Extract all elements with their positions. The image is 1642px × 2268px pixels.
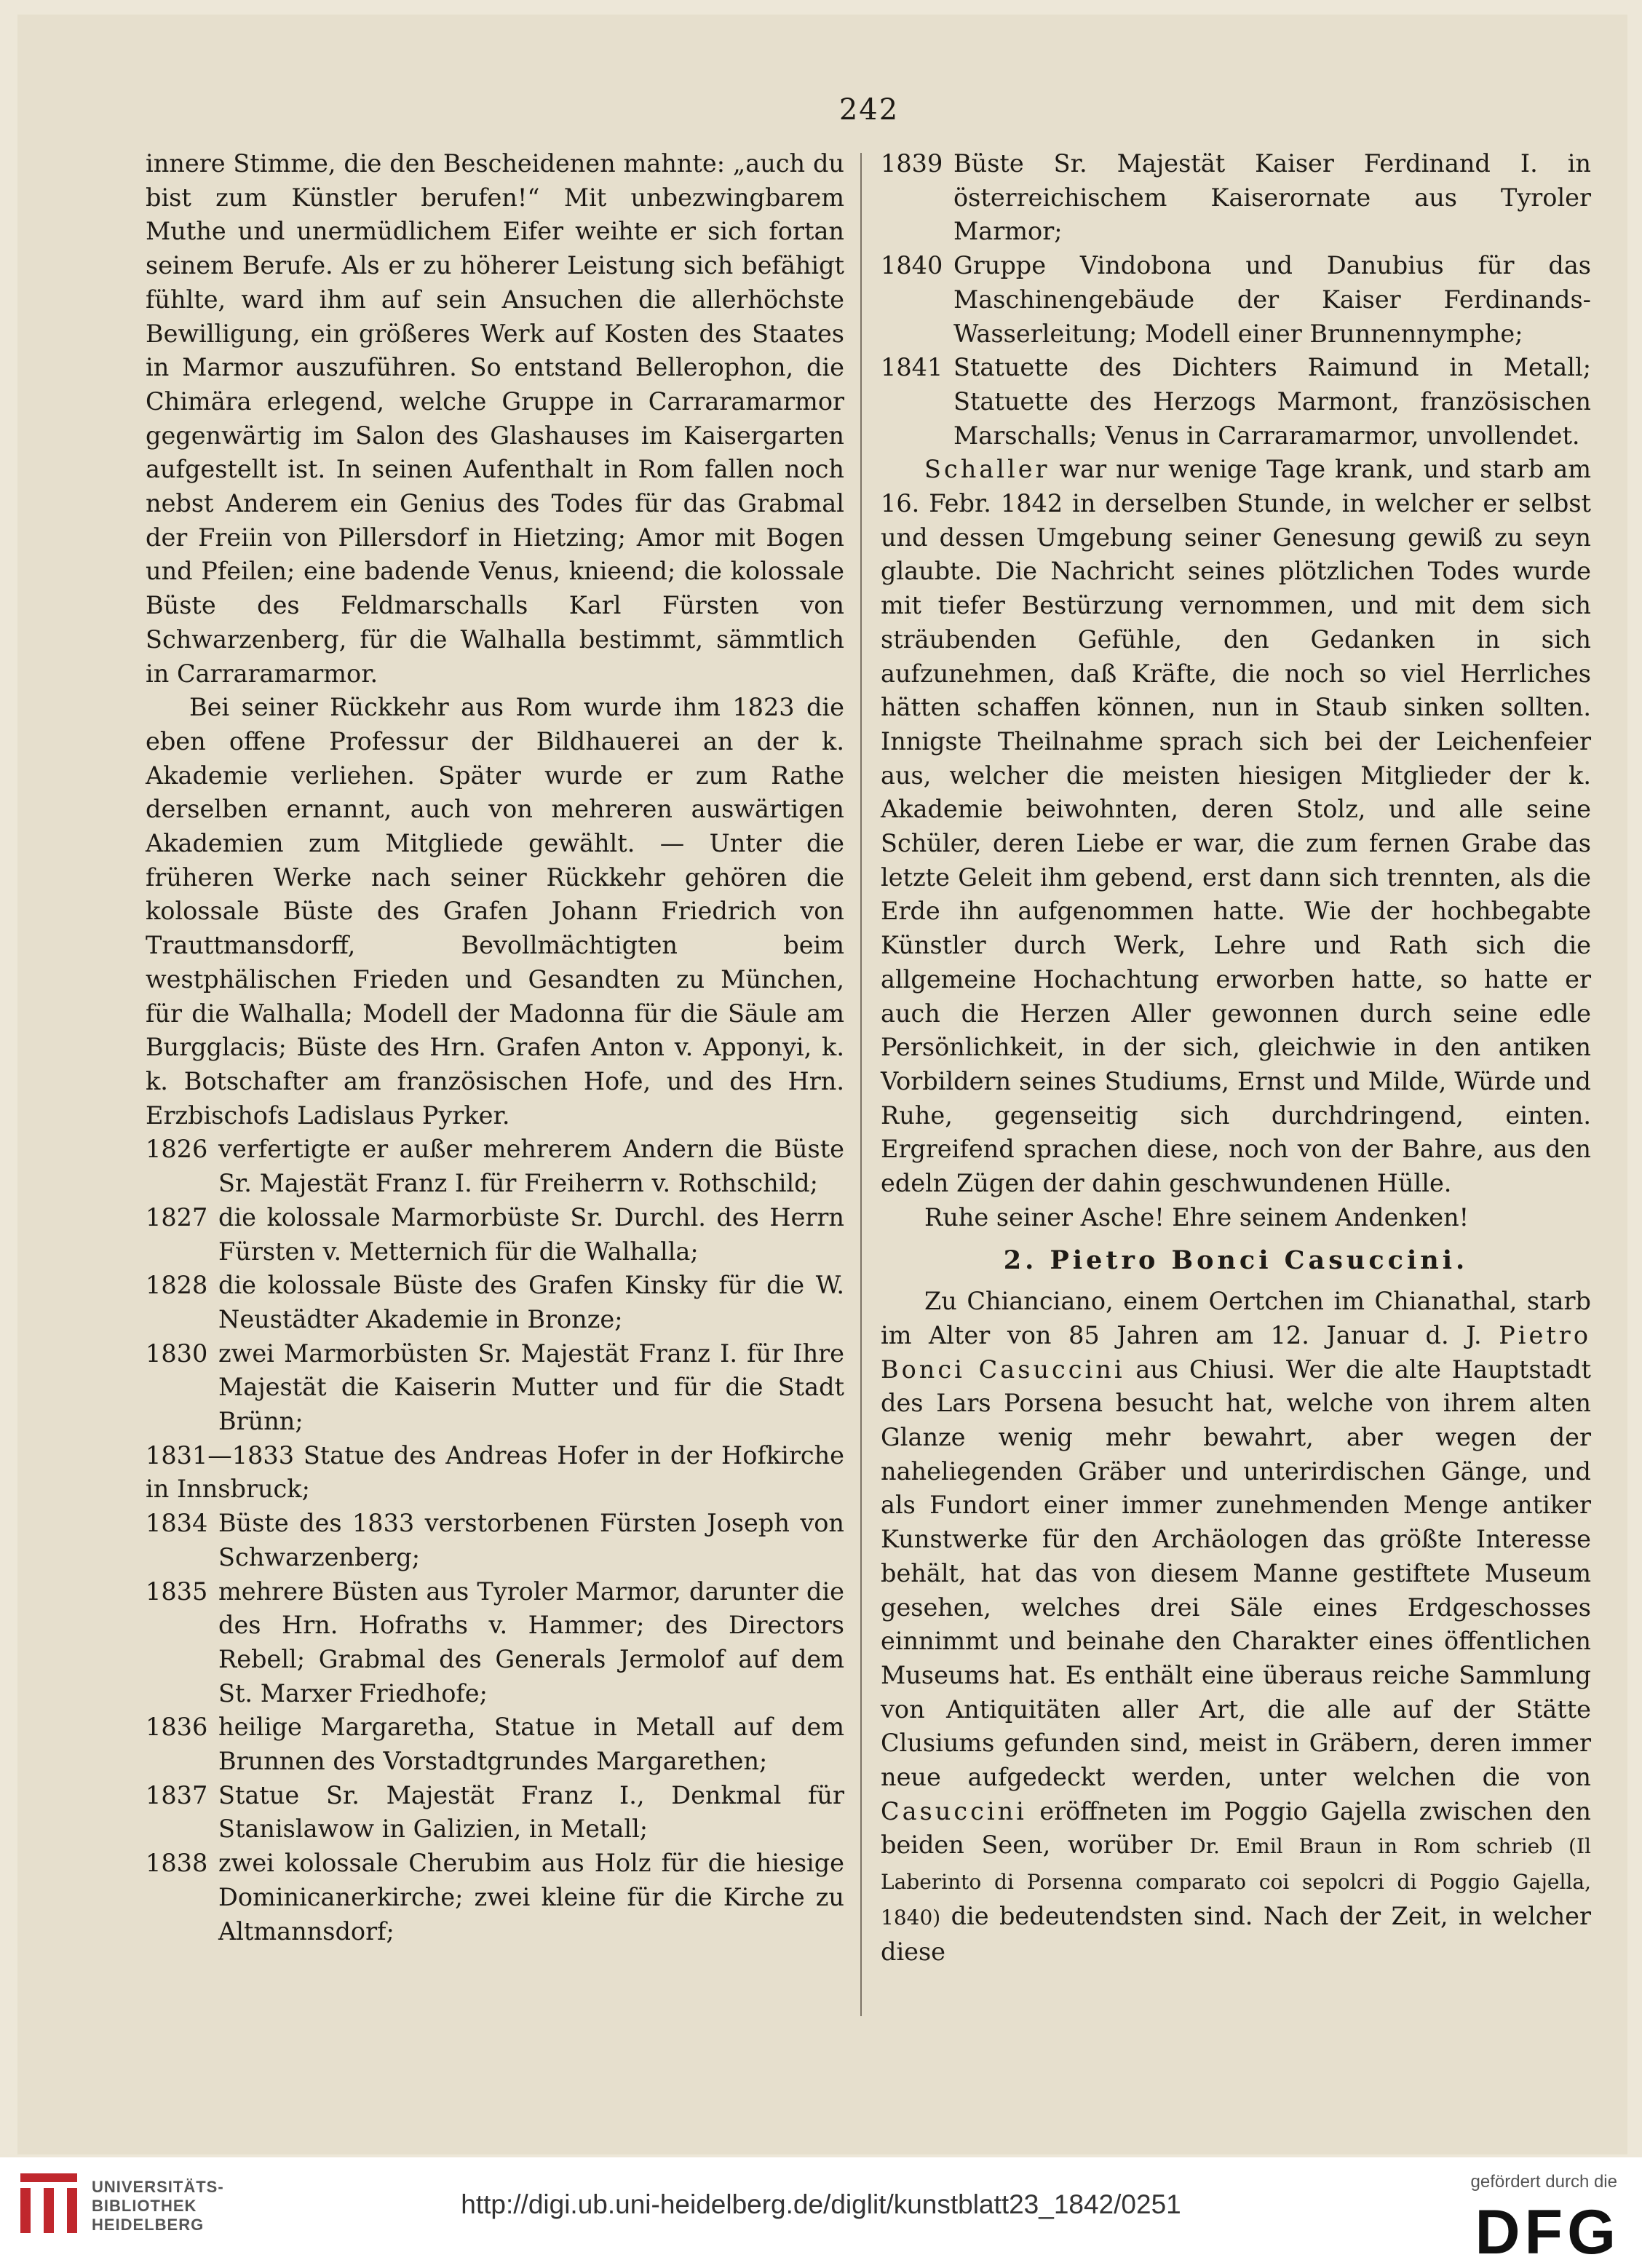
library-name-line: UNIVERSITÄTS-: [92, 2178, 224, 2196]
entry-text: Statue Sr. Majestät Franz I., Denkmal für Stanislawow in Galizien, in Metall;: [218, 1780, 844, 1844]
column-divider: [860, 153, 862, 2016]
paragraph-text: eröffneten im Poggio Gajella zwischen den beiden Seen, worüber: [881, 1796, 1591, 1860]
works-entry: [881, 147, 1591, 249]
works-entry: [881, 351, 1591, 453]
right-paragraph-2: Ruhe seiner Asche! Ehre seinem Andenken!: [924, 1202, 1470, 1232]
entry-year: 1830: [146, 1339, 208, 1368]
entry-text: verfertigte er außer mehrerem Andern die Büste Sr. Majestät Franz I. für Freiherrn v. Rothschild;: [218, 1135, 844, 1198]
entry-text: die kolossale Marmorbüste Sr. Durchl. des Herrn Fürsten v. Metternich für die Walhalla;: [218, 1202, 844, 1266]
entry-text: Statue des Andreas Hofer in der Hofkirche in Innsbruck;: [146, 1440, 844, 1504]
funding-note: gefördert durch die: [1470, 2172, 1617, 2192]
left-paragraph-2: Bei seiner Rückkehr aus Rom wurde ihm 1823 die eben offene Professur der Bildhauerei an der k. Akademie verliehen. Später wurde er zum Rathe derselben ernannt, auch von mehreren auswärtigen Akademien zum Mitgliede gewählt. — Unter die früheren Werke nach seiner Rückkehr gehören die kolossale Büste des Grafen Johann Friedrich von Trauttmansdorff, Bevollmächtigten beim westphälischen Frieden und Gesandten zu München, für die Walhalla; Modell der Madonna für die Säule am Burgglacis; Büste des Hrn. Grafen Anton v. Apponyi, k. k. Botschafter am französischen Hofe, und des Hrn. Erzbischofs Ladislaus Pyrker.: [146, 693, 844, 1130]
works-entry: [146, 1507, 844, 1574]
paragraph-text: aus Chiusi. Wer die alte Hauptstadt des Lars Porsena besucht hat, welche von ihrem alten Glanze wenig mehr bewahrt, aber wegen der naheliegenden Gräber und unterirdischen Gänge, und als Fundort einer immer zunehmenden Menge antiker Kunstwerke für den Archäologen das größte Interesse behält, hat das von diesem Manne gestiftete Museum gesehen, welches drei Säle eines Erdgeschosses einnimmt und beinahe den Charakter eines öffentlichen Museums hat. Es enthält eine überaus reiche Sammlung von Antiquitäten aller Art, die alle auf der Stätte Clusiums gefunden sind, meist in Gräbern, deren immer neue aufgedeckt werden, unter welchen die von: [881, 1355, 1591, 1792]
entry-year: 1837: [146, 1780, 208, 1809]
works-entry: [146, 1779, 844, 1847]
dfg-logo: DFG: [1475, 2197, 1620, 2267]
entry-text: Statuette des Dichters Raimund in Metall; Statuette des Herzogs Marmont, französischen Marschalls; Venus in Carraramarmor, unvollendet.: [953, 353, 1591, 450]
entry-text: mehrere Büsten aus Tyroler Marmor, darunter die des Hrn. Hofraths v. Hammer; des Directors Rebell; Grabmal des Generals Jermolof auf dem St. Marxer Friedhofe;: [218, 1577, 844, 1708]
paragraph-text: die bedeutendsten sind. Nach der Zeit, in welcher diese: [881, 1901, 1591, 1966]
entry-year: 1839: [881, 149, 943, 178]
entry-year: 1838: [146, 1849, 208, 1878]
right-paragraph-3: [881, 1285, 1591, 1969]
left-column: [146, 147, 844, 1948]
entry-text: die kolossale Büste des Grafen Kinsky für die W. Neustädter Akademie in Bronze;: [218, 1271, 844, 1333]
entry-year: 1831—1833: [146, 1440, 295, 1470]
works-entry: [146, 1439, 844, 1507]
entry-year: 1840: [881, 251, 943, 280]
entry-text: Büste des 1833 verstorbenen Fürsten Joseph von Schwarzenberg;: [218, 1509, 844, 1571]
spaced-name: Schaller: [924, 455, 1050, 484]
reference-text: Dr. Emil Braun in Rom schrieb (Il Laberinto di Porsenna comparato coi sepolcri di Poggio Gajella, 1840): [881, 1834, 1591, 1930]
right-paragraph-1: [881, 453, 1591, 1200]
spaced-name: Pietro Bonci Casuccini: [881, 1320, 1591, 1384]
entry-year: 1827: [146, 1202, 208, 1232]
entry-year: 1835: [146, 1577, 208, 1606]
works-entry: [146, 1710, 844, 1778]
page-number: 242: [838, 93, 900, 127]
paragraph-text: war nur wenige Tage krank, und starb am 16. Febr. 1842 in derselben Stunde, in welcher er selbst und dessen Umgebung seiner Genesung gewiß zu seyn glaubte. Die Nachricht seines plötzlichen Todes wurde mit tiefer Bestürzung vernommen, und mit dem sich sträubenden Gefühle, den Gedanken in sich aufzunehmen, daß Kräfte, die noch so viel Herrliches hätten schaffen können, nun in Staub sinken sollten. Innigste Theilnahme sprach sich bei der Leichenfeier aus, welcher die meisten hiesigen Mitglieder der k. Akademie beiwohnten, deren Stolz, und alle seine Schüler, deren Liebe er war, die zum fernen Grabe das letzte Geleit ihm gebend, erst dann sich trennten, als die Erde ihn aufgenommen hatte. Wie der hochbegabte Künstler durch Werk, Lehre und Rath sich die allgemeine Hochachtung erworben hatte, so hatte er auch die Herzen Aller gewonnen durch seine edle Persönlichkeit, in der sich, gleichwie in den antiken Vorbildern seines Studiums, Ernst und Milde, Würde und Ruhe, gegenseitig sich durchdringend, einten. Ergreifend sprachen diese, noch von der Bahre, aus den edeln Zügen der dahin geschwundenen Hülle.: [881, 455, 1591, 1198]
works-entry: [881, 249, 1591, 351]
works-entry: [146, 1269, 844, 1336]
entry-text: Büste Sr. Majestät Kaiser Ferdinand I. in österreichischem Kaiserornate aus Tyroler Marmor;: [953, 149, 1591, 246]
entry-year: 1834: [146, 1509, 208, 1538]
left-paragraph-1: innere Stimme, die den Bescheidenen mahnte: „auch du bist zum Künstler berufen!“ Mit unbezwingbarem Muthe und unermüdlichem Eifer weihte er sich fortan seinem Berufe. Als er zu höherer Leistung sich befähigt fühlte, ward ihm auf sein Ansuchen die allerhöchste Bewilligung, ein größeres Werk auf Kosten des Staates in Marmor auszuführen. So entstand Bellerophon, die Chimära erlegend, welche Gruppe in Carraramarmor gegenwärtig im Salon des Glashauses im Kaisergarten aufgestellt ist. In seinen Aufenthalt in Rom fallen noch nebst Anderem ein Genius des Todes für das Grabmal der Freiin von Pillersdorf in Hietzing; Amor mit Bogen und Pfeilen; eine badende Venus, knieend; die kolossale Büste des Feldmarschalls Karl Fürsten von Schwarzenberg, für die Walhalla bestimmt, sämmtlich in Carraramarmor.: [146, 149, 844, 688]
library-name-line: HEIDELBERG: [92, 2216, 205, 2234]
entry-text: Gruppe Vindobona und Danubius für das Maschinengebäude der Kaiser Ferdinands-Wasserleitung; Modell einer Brunnennymphe;: [953, 251, 1591, 348]
scanned-page: [17, 15, 1627, 2154]
works-entry: [146, 1201, 844, 1269]
entry-text: zwei Marmorbüsten Sr. Majestät Franz I. für Ihre Majestät die Kaiserin Mutter und für die Stadt Brünn;: [218, 1339, 844, 1436]
works-entry: [146, 1133, 844, 1200]
entry-year: 1836: [146, 1713, 208, 1742]
viewer-footer: [0, 2157, 1642, 2268]
permalink-url[interactable]: http://digi.ub.uni-heidelberg.de/diglit/kunstblatt23_1842/0251: [461, 2189, 1181, 2219]
entry-year: 1841: [881, 353, 943, 382]
paragraph-text: Zu Chianciano, einem Oertchen im Chianathal, starb im Alter von 85 Jahren am 12. Januar d. J.: [881, 1287, 1591, 1349]
works-entry: [146, 1847, 844, 1948]
works-entry: [146, 1337, 844, 1439]
works-entry: [146, 1575, 844, 1711]
entry-text: zwei kolossale Cherubim aus Holz für die hiesige Dominicanerkirche; zwei kleine für die Kirche zu Altmannsdorf;: [218, 1849, 844, 1946]
library-name-line: BIBLIOTHEK: [92, 2197, 197, 2215]
section-heading: 2. Pietro Bonci Casuccini.: [1003, 1245, 1469, 1275]
spaced-name: Casuccini: [881, 1796, 1027, 1825]
entry-text: heilige Margaretha, Statue in Metall auf dem Brunnen des Vorstadtgrundes Margarethen;: [218, 1713, 844, 1776]
right-column: [881, 147, 1591, 1969]
entry-year: 1826: [146, 1135, 208, 1164]
entry-year: 1828: [146, 1271, 208, 1300]
